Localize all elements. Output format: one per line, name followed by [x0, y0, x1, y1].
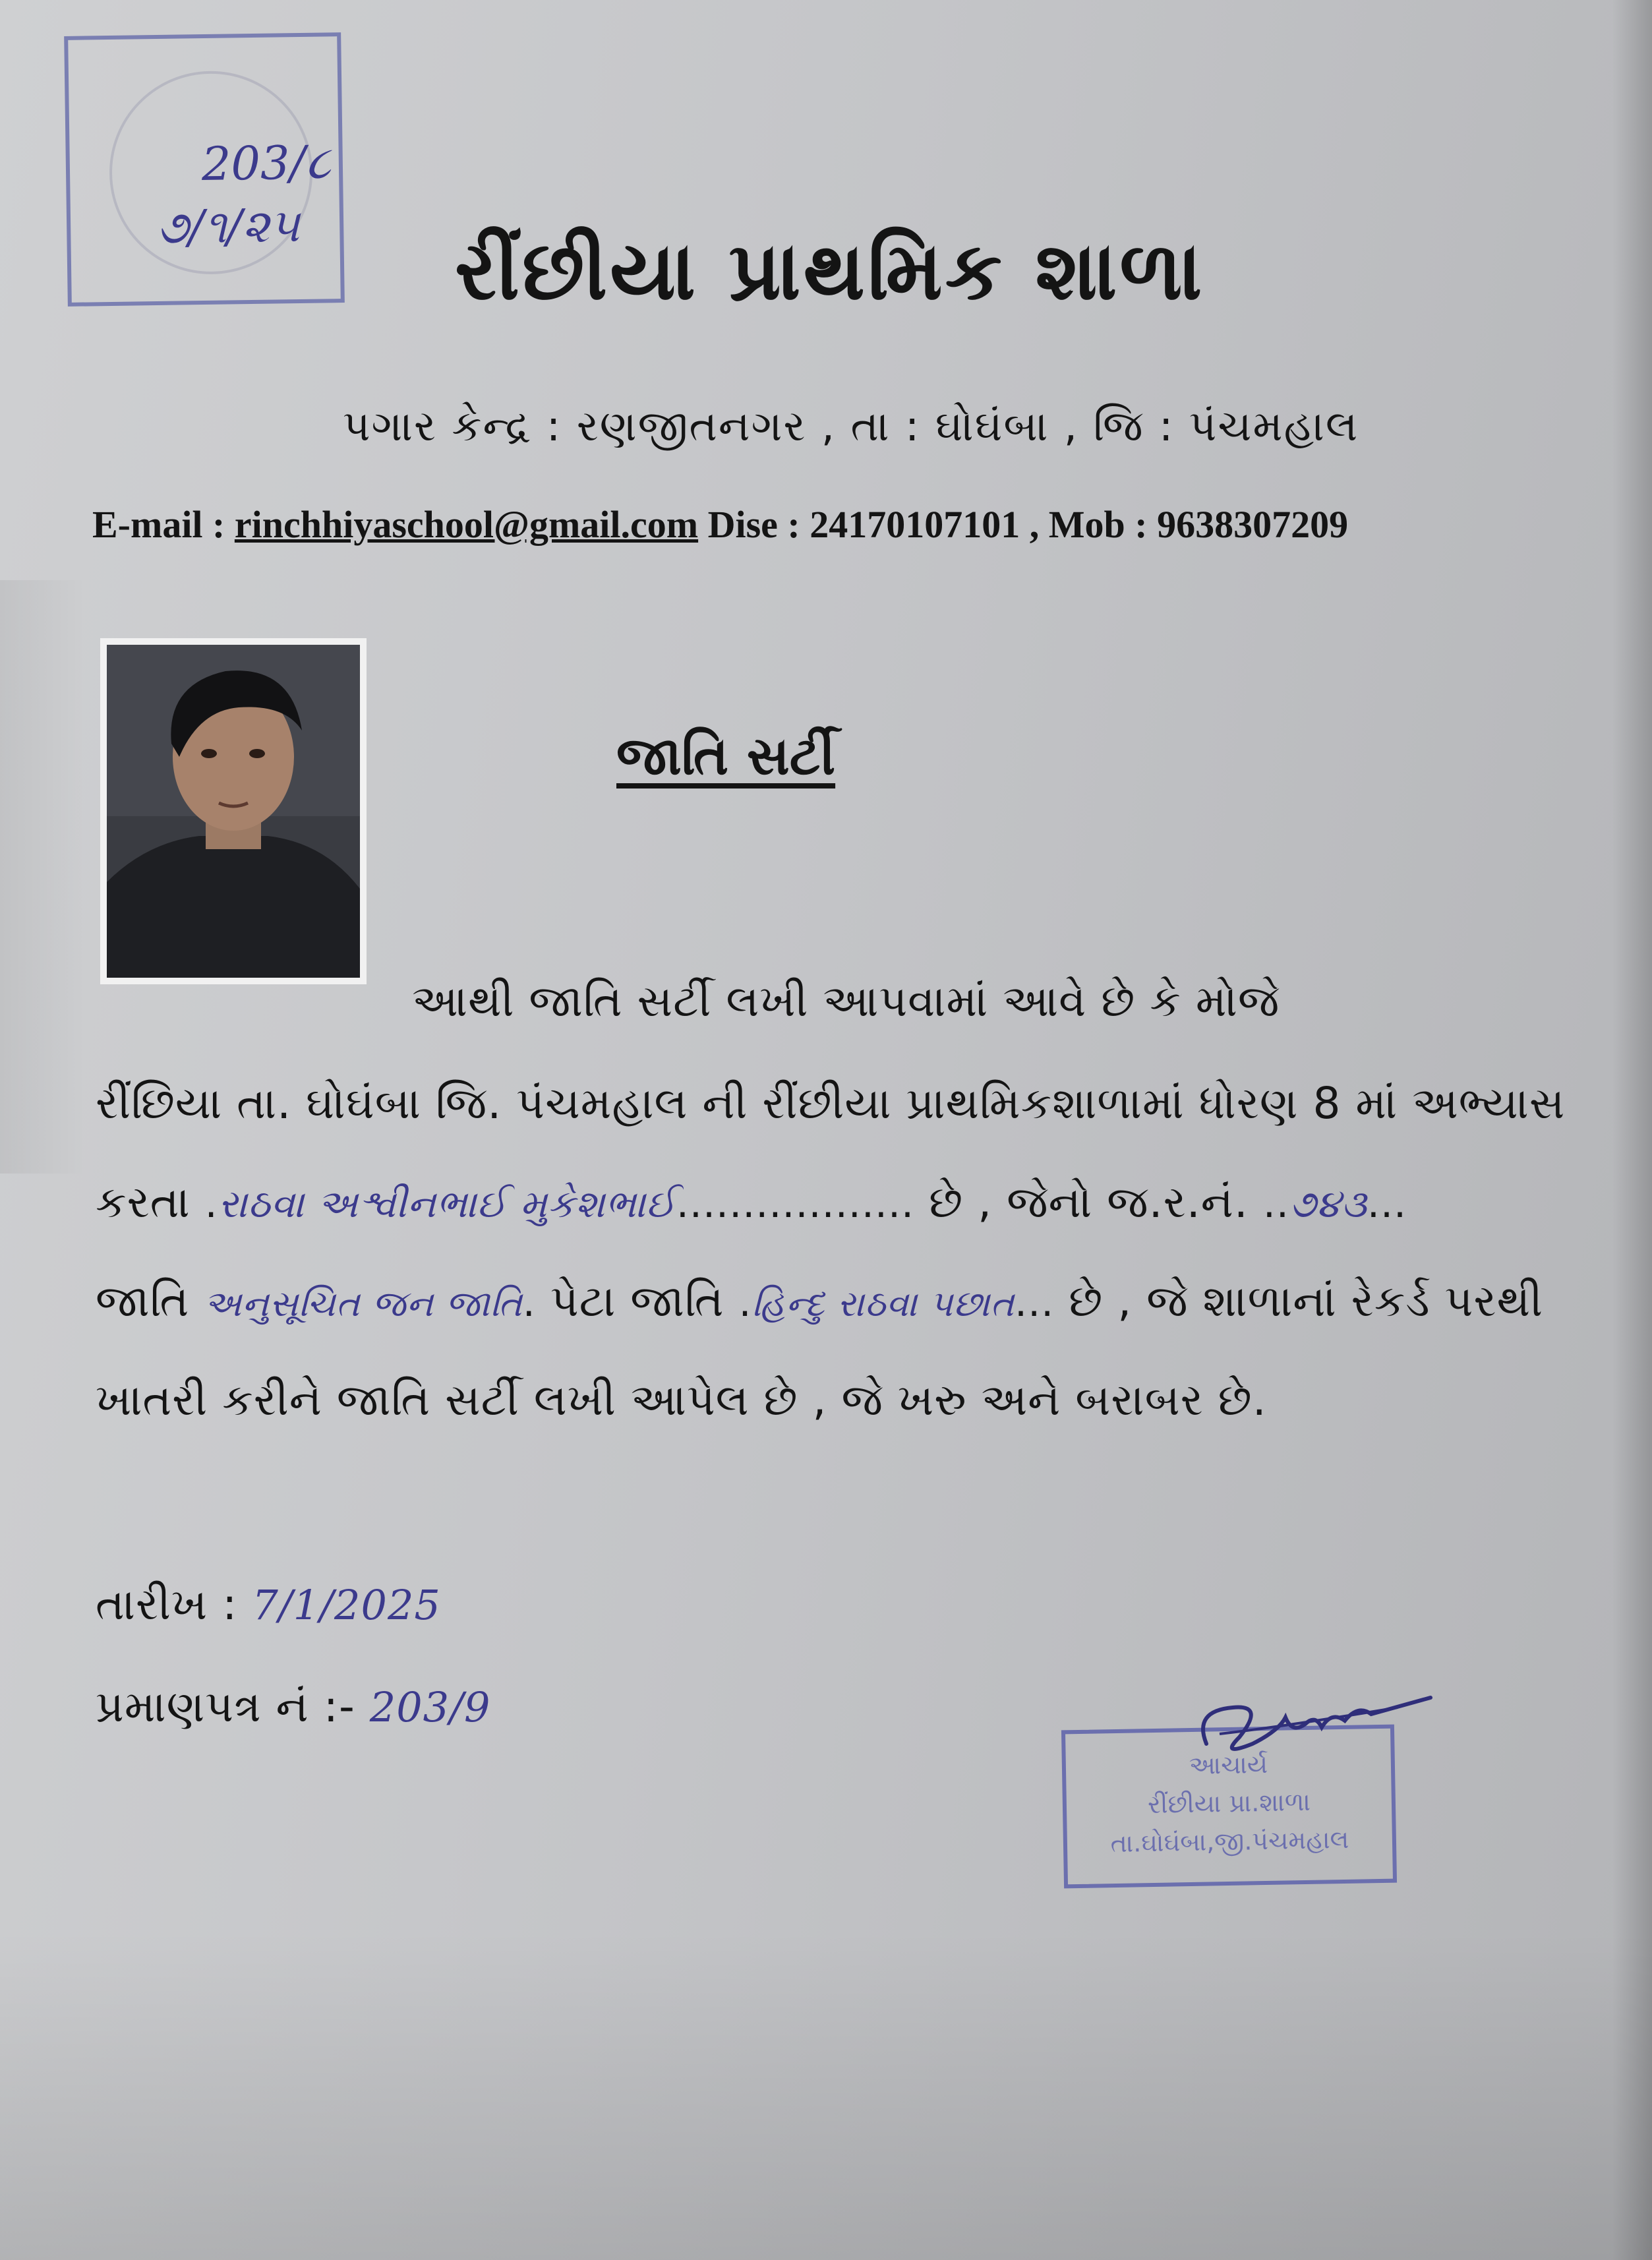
stamp-school: રીંછીયા પ્રા.શાળા [1147, 1787, 1311, 1820]
student-photo [100, 638, 367, 984]
date-value: 7/1/2025 [252, 1581, 441, 1629]
date-row [96, 1579, 441, 1631]
certificate-number-row [96, 1681, 490, 1733]
certificate-number-value: 203/9 [369, 1683, 491, 1731]
mob-label: , Mob : [1029, 503, 1148, 546]
paragraph-line-1: આથી જાતિ સર્ટી લખી આપવામાં આવે છે કે મોજે [412, 976, 1280, 1026]
dise-number: 24170107101 [810, 503, 1020, 546]
stamp-address: તા.ઘોઘંબા,જી.પંચમહાલ [1110, 1824, 1349, 1859]
name-dotted-field: .રાઠવા અશ્વીનભાઈ મુકેશભાઈ.................. [204, 1181, 915, 1227]
school-name: રીંછીયા પ્રાથમિક શાળા [455, 224, 1205, 318]
stamp-date: ૭/૧/૨૫ [156, 198, 300, 255]
subcaste-dotted-field: .હિન્દુ રાઠવા પછાત... [738, 1280, 1055, 1326]
gr-dotted-field: ..૭૪૩... [1262, 1181, 1407, 1227]
email-label: E-mail : [92, 503, 225, 546]
sub-caste-value: હિન્દુ રાઠવા પછાત [752, 1283, 1015, 1324]
line4-suffix: છે , જે શાળાનાં રેકર્ડ પરથી [1069, 1276, 1543, 1326]
line4-prefix: જાતિ [96, 1276, 190, 1326]
line4-mid: પેટા જાતિ [550, 1276, 724, 1326]
line3-prefix: કરતા [96, 1177, 191, 1228]
inward-stamp [64, 32, 345, 307]
paragraph-line-3 [96, 1177, 1407, 1229]
paragraph-line-4 [96, 1276, 1543, 1328]
mobile-number: 9638307209 [1157, 503, 1349, 546]
gr-number: ૭૪૩ [1289, 1181, 1367, 1226]
school-address: પગાર કેન્દ્ર : રણજીતનગર , તા : ઘોઘંબા , જિ : પંચમહાલ [343, 402, 1359, 451]
paragraph-line-5: ખાતરી કરીને જાતિ સર્ટી લખી આપેલ છે , જે ખરુ અને બરાબર છે. [96, 1375, 1267, 1425]
student-portrait-image [107, 645, 360, 978]
page-shadow-right [1612, 0, 1652, 2260]
stamp-number: 203/૮ [201, 135, 332, 192]
page-shadow-bottom [0, 1930, 1652, 2260]
dise-label: Dise : [707, 503, 800, 546]
principal-signature [1180, 1671, 1444, 1770]
student-name: રાઠવા અશ્વીનભાઈ મુકેશભાઈ [218, 1181, 676, 1226]
date-label: તારીખ : [96, 1579, 238, 1630]
line3-mid: છે , જેનો જ.ર.નં. [929, 1177, 1249, 1228]
certificate-number-label: પ્રમાણપત્ર નં :- [96, 1681, 355, 1732]
certificate-heading: જાતિ સર્ટી [616, 725, 836, 787]
email-link[interactable]: rinchhiyaschool@gmail.com [234, 503, 699, 546]
page-fold-shadow [0, 580, 86, 1174]
caste-dotted-field: અનુસૂચિત જન જાતિ. [204, 1280, 536, 1326]
caste-value: અનુસૂચિત જન જાતિ [204, 1283, 523, 1324]
paragraph-line-2: રીંછિયા તા. ઘોઘંબા જિ. પંચમહાલ ની રીંછીયા પ્રાથમિકશાળામાં ધોરણ 8 માં અભ્યાસ [96, 1078, 1566, 1129]
stamp-title: આચાર્ય [1189, 1749, 1268, 1781]
contact-line [92, 502, 1348, 547]
